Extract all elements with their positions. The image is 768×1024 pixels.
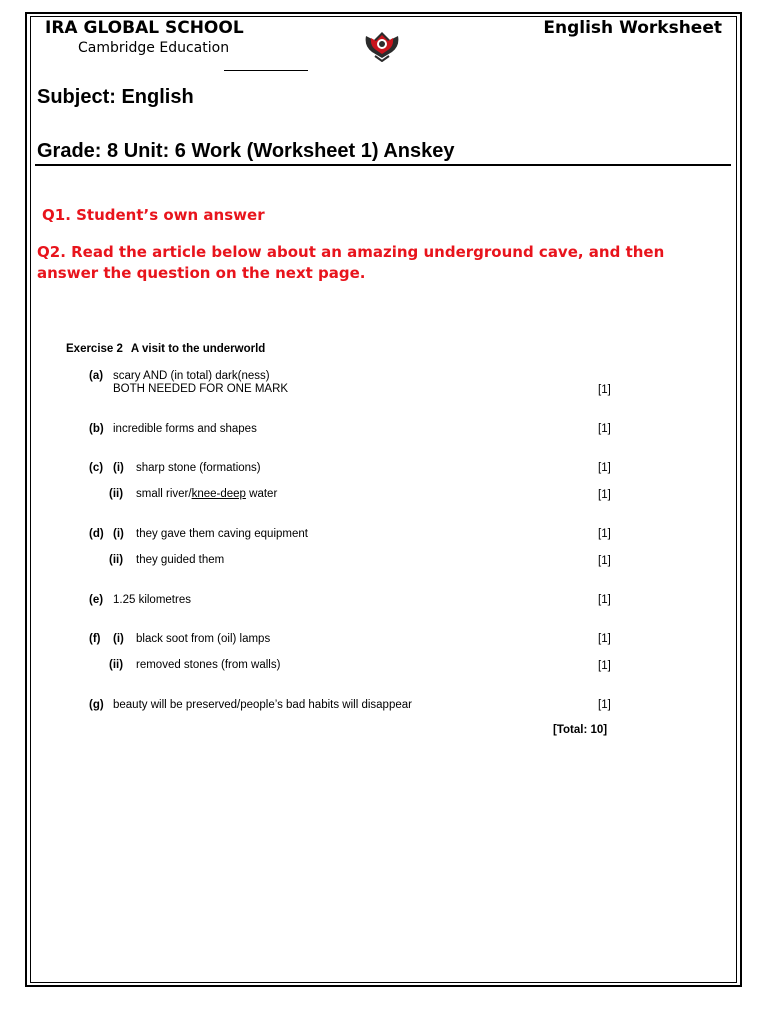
item-c-ii-text-1: small river/ bbox=[136, 488, 192, 500]
item-f-i-label: (i) bbox=[113, 633, 124, 645]
item-f-i-mark: [1] bbox=[598, 633, 611, 645]
item-e-label: (e) bbox=[89, 594, 104, 606]
exercise-number: Exercise 2 bbox=[66, 343, 123, 355]
exercise-total: [Total: 10] bbox=[553, 724, 608, 736]
school-name: IRA GLOBAL SCHOOL bbox=[45, 18, 244, 38]
exercise-title: A visit to the underworld bbox=[130, 343, 266, 355]
item-g-label: (g) bbox=[89, 699, 104, 711]
school-subtitle: Cambridge Education bbox=[78, 40, 230, 56]
item-d-ii-answer: they guided them bbox=[136, 554, 225, 566]
item-b-label: (b) bbox=[89, 423, 104, 435]
question-2: Q2. Read the article below about an amazing underground cave, and then answer the question on the next page. bbox=[37, 243, 665, 282]
item-e-answer: 1.25 kilometres bbox=[113, 594, 191, 606]
item-a-label: (a) bbox=[89, 370, 104, 382]
item-d-i-mark: [1] bbox=[598, 528, 611, 540]
item-d-ii-label: (ii) bbox=[109, 554, 124, 566]
item-c-i-answer: sharp stone (formations) bbox=[136, 462, 261, 474]
item-f-label: (f) bbox=[89, 633, 101, 645]
item-f-i-answer: black soot from (oil) lamps bbox=[136, 633, 271, 645]
header-underline bbox=[224, 70, 308, 71]
item-d-i-answer: they gave them caving equipment bbox=[136, 528, 308, 540]
question-1: Q1. Student’s own answer bbox=[42, 206, 265, 224]
item-c-ii-answer bbox=[136, 488, 277, 500]
grade-unit-title: Grade: 8 Unit: 6 Work (Worksheet 1) Anskey bbox=[37, 140, 455, 162]
item-c-i-label: (i) bbox=[113, 462, 124, 474]
item-d-i-label: (i) bbox=[113, 528, 124, 540]
item-e-mark: [1] bbox=[598, 594, 611, 606]
item-f-ii-answer: removed stones (from walls) bbox=[136, 659, 281, 671]
exercise-heading bbox=[66, 343, 265, 355]
school-crest-logo bbox=[362, 26, 402, 62]
item-a-note: BOTH NEEDED FOR ONE MARK bbox=[113, 383, 289, 395]
title-rule bbox=[35, 164, 731, 166]
item-d-label: (d) bbox=[89, 528, 104, 540]
subject-title: Subject: English bbox=[37, 86, 194, 108]
item-c-ii-text-2: water bbox=[245, 488, 278, 500]
worksheet-label: English Worksheet bbox=[543, 18, 722, 38]
item-a-mark: [1] bbox=[598, 384, 611, 396]
item-b-mark: [1] bbox=[598, 423, 611, 435]
item-c-ii-label: (ii) bbox=[109, 488, 124, 500]
item-g-mark: [1] bbox=[598, 699, 611, 711]
item-b-answer: incredible forms and shapes bbox=[113, 423, 257, 435]
item-c-label: (c) bbox=[89, 462, 104, 474]
item-c-ii-mark: [1] bbox=[598, 489, 611, 501]
item-a-answer: scary AND (in total) dark(ness) bbox=[113, 370, 270, 382]
item-c-ii-underlined: knee-deep bbox=[191, 488, 246, 500]
item-c-i-mark: [1] bbox=[598, 462, 611, 474]
item-g-answer: beauty will be preserved/people’s bad habits will disappear bbox=[113, 699, 412, 711]
item-f-ii-label: (ii) bbox=[109, 659, 124, 671]
item-f-ii-mark: [1] bbox=[598, 660, 611, 672]
item-d-ii-mark: [1] bbox=[598, 555, 611, 567]
